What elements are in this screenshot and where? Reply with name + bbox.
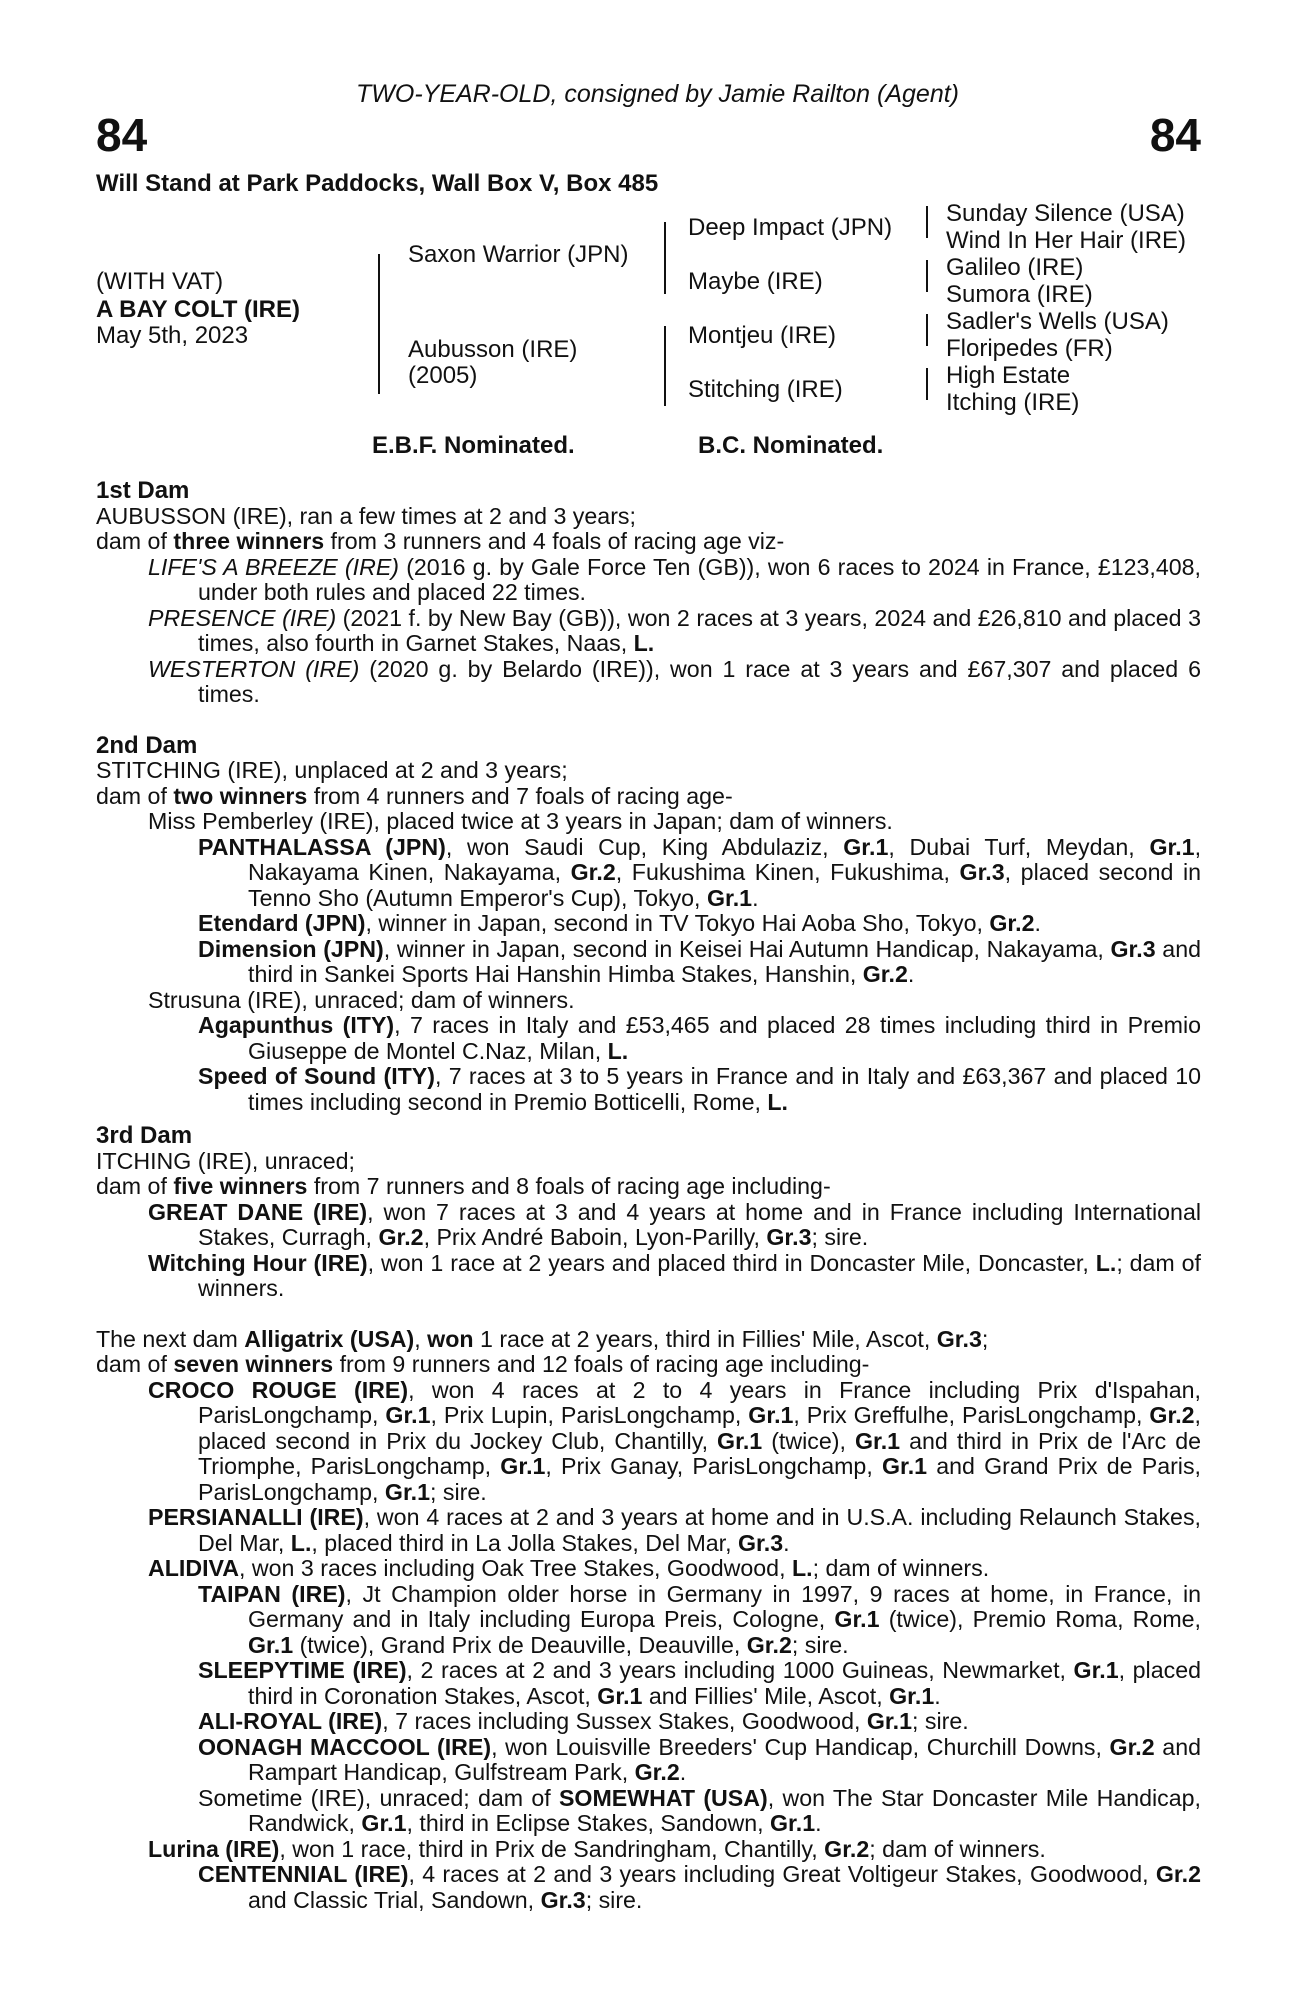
produce-entry: WESTERTON (IRE) (2020 g. by Belardo (IRE)), won 1 race at 3 years and £67,307 and placed 6 times. <box>148 655 1202 707</box>
produce-entry: GREAT DANE (IRE), won 7 races at 3 and 4 years at home and in France including International Stakes, Curragh, Gr.2, Prix André Baboin, Lyon-Parilly, Gr.3; sire. <box>148 1198 1201 1250</box>
descendant-entry: Dimension (JPN), winner in Japan, second in Keisei Hai Autumn Handicap, Nakayama, Gr.3 and third in Sankei Sports Hai Hanshin Himba Stakes, Hanshin, Gr.2. <box>198 935 1201 987</box>
pedigree-dds: High Estate <box>946 362 1071 389</box>
pedigree-sire-sire: Deep Impact (JPN) <box>688 214 893 241</box>
second-dam-produce-summary: dam of two winners from 4 runners and 7 foals of racing age- <box>96 782 733 809</box>
descendant-entry: ALI-ROYAL (IRE), 7 races including Sussex Stakes, Goodwood, Gr.1; sire. <box>198 1708 969 1734</box>
third-dam-produce-summary: dam of five winners from 7 runners and 8 foals of racing age including- <box>96 1173 831 1199</box>
horse-name: A BAY COLT (IRE) <box>96 296 301 323</box>
next-dam-line: The next dam Alligatrix (USA), won 1 race at 2 years, third in Fillies' Mile, Ascot, Gr.3; <box>96 1325 989 1352</box>
pedigree-sire: Saxon Warrior (JPN) <box>408 241 629 268</box>
pedigree-brace-main <box>378 254 380 394</box>
lot-number-left: 84 <box>96 109 148 161</box>
first-dam-produce-summary: dam of three winners from 3 runners and 4 foals of racing age viz- <box>96 528 785 554</box>
pedigree-brace-sire <box>664 222 666 294</box>
pedigree-dam: Aubusson (IRE) <box>408 336 578 363</box>
second-dam-line: STITCHING (IRE), unplaced at 2 and 3 years; <box>96 757 568 783</box>
pedigree-brace-ss <box>926 206 928 238</box>
descendant-entry: CENTENNIAL (IRE), 4 races at 2 and 3 years including Great Voltigeur Stakes, Goodwood, Gr.2 and Classic Trial, Sandown, Gr.3; sire. <box>198 1861 1201 1913</box>
produce-entry: PERSIANALLI (IRE), won 4 races at 2 and 3 years at home and in U.S.A. including Relaunch Stakes, Del Mar, L., placed third in La Jolla Stakes, Del Mar, Gr.3. <box>148 1504 1201 1556</box>
pedigree-sire-dam: Maybe (IRE) <box>688 268 823 295</box>
pedigree-brace-ds <box>926 314 928 346</box>
produce-entry: Witching Hour (IRE), won 1 race at 2 years and placed third in Doncaster Mile, Doncaster, L.; dam of winners. <box>148 1249 1201 1301</box>
third-dam-line: ITCHING (IRE), unraced; <box>96 1147 355 1174</box>
descendant-entry: OONAGH MACCOOL (IRE), won Louisville Breeders' Cup Handicap, Churchill Downs, Gr.2 and Rampart Handicap, Gulfstream Park, Gr.2. <box>198 1733 1201 1785</box>
produce-entry: Miss Pemberley (IRE), placed twice at 3 years in Japan; dam of winners. <box>148 808 893 834</box>
descendant-entry: PANTHALASSA (JPN), won Saudi Cup, King Abdulaziz, Gr.1, Dubai Turf, Meydan, Gr.1, Nakayama Kinen, Nakayama, Gr.2, Fukushima Kinen, Fukushima, Gr.3, placed second in Tenno Sho (Autumn Emperor's Cup), Tokyo, Gr.1. <box>198 833 1202 911</box>
next-dam-produce-summary: dam of seven winners from 9 runners and 12 foals of racing age including- <box>96 1351 870 1377</box>
descendant-entry: SLEEPYTIME (IRE), 2 races at 2 and 3 years including 1000 Guineas, Newmarket, Gr.1, placed third in Coronation Stakes, Ascot, Gr.1 and Fillies' Mile, Ascot, Gr.1. <box>198 1657 1201 1709</box>
pedigree-dam-year: (2005) <box>408 362 478 389</box>
pedigree-sdd: Sumora (IRE) <box>946 281 1093 308</box>
third-dam-heading: 3rd Dam <box>96 1122 193 1149</box>
descendant-entry: Speed of Sound (ITY), 7 races at 3 to 5 years in France and in Italy and £63,367 and placed 10 times including second in Premio Botticelli, Rome, L. <box>198 1063 1202 1115</box>
produce-entry: Strusuna (IRE), unraced; dam of winners. <box>148 986 575 1013</box>
pedigree-dss: Sadler's Wells (USA) <box>946 308 1169 335</box>
horse-dob: May 5th, 2023 <box>96 322 249 349</box>
produce-entry: CROCO ROUGE (IRE), won 4 races at 2 to 4 years in France including Prix d'Ispahan, ParisLongchamp, Gr.1, Prix Lupin, ParisLongchamp, Gr.1, Prix Greffulhe, ParisLongchamp, Gr.2, placed second in Prix du Jockey Club, Chantilly, Gr.1 (twice), Gr.1 and third in Prix de l'Arc de Triomphe, ParisLongchamp, Gr.1, Prix Ganay, ParisLongchamp, Gr.1 and Grand Prix de Paris, ParisLongchamp, Gr.1; sire. <box>148 1376 1201 1505</box>
descendant-entry: Agapunthus (ITY), 7 races in Italy and £53,465 and placed 28 times including third in Premio Giuseppe de Montel C.Naz, Milan, L. <box>198 1012 1202 1064</box>
produce-entry: PRESENCE (IRE) (2021 f. by New Bay (GB)), won 2 races at 3 years, 2024 and £26,810 and placed 3 times, also fourth in Garnet Stakes, Naas, L. <box>148 604 1201 656</box>
stand-location: Will Stand at Park Paddocks, Wall Box V, Box 485 <box>96 170 659 197</box>
ebf-nomination: E.B.F. Nominated. <box>372 432 575 459</box>
descendant-entry: Sometime (IRE), unraced; dam of SOMEWHAT (USA), won The Star Doncaster Mile Handicap, Randwick, Gr.1, third in Eclipse Stakes, Sandown, Gr.1. <box>198 1784 1201 1836</box>
descendant-entry: Etendard (JPN), winner in Japan, second in TV Tokyo Hai Aoba Sho, Tokyo, Gr.2. <box>198 910 1041 936</box>
bc-nomination: B.C. Nominated. <box>698 432 884 459</box>
vat-note: (WITH VAT) <box>96 268 224 295</box>
pedigree-ddd: Itching (IRE) <box>946 389 1080 416</box>
pedigree-brace-sd <box>926 260 928 292</box>
first-dam-line: AUBUSSON (IRE), ran a few times at 2 and 3 years; <box>96 502 636 529</box>
pedigree-sds: Galileo (IRE) <box>946 254 1084 281</box>
produce-record <box>96 478 1201 1913</box>
produce-entry: ALIDIVA, won 3 races including Oak Tree Stakes, Goodwood, L.; dam of winners. <box>148 1555 990 1581</box>
produce-entry: LIFE'S A BREEZE (IRE) (2016 g. by Gale Force Ten (GB)), won 6 races to 2024 in France, £123,408, under both rules and placed 22 times. <box>148 553 1201 605</box>
pedigree-dam-sire: Montjeu (IRE) <box>688 322 837 349</box>
consignor-subtitle: TWO-YEAR-OLD, consigned by Jamie Railton (Agent) <box>356 80 959 108</box>
first-dam-heading: 1st Dam <box>96 477 190 504</box>
pedigree-dam-dam: Stitching (IRE) <box>688 376 843 403</box>
pedigree-sss: Sunday Silence (USA) <box>946 200 1185 227</box>
second-dam-heading: 2nd Dam <box>96 731 198 759</box>
pedigree-brace-dam <box>664 326 666 406</box>
descendant-entry: TAIPAN (IRE), Jt Champion older horse in Germany in 1997, 9 races at home, in France, in Germany and in Italy including Europa Preis, Cologne, Gr.1 (twice), Premio Roma, Rome, Gr.1 (twice), Grand Prix de Deauville, Deauville, Gr.2; sire. <box>198 1580 1201 1658</box>
lot-number-right: 84 <box>1149 109 1201 161</box>
produce-entry: Lurina (IRE), won 1 race, third in Prix de Sandringham, Chantilly, Gr.2; dam of winners. <box>148 1835 1046 1862</box>
pedigree-brace-dd <box>926 368 928 400</box>
pedigree-ssd: Wind In Her Hair (IRE) <box>946 227 1187 254</box>
pedigree-dsd: Floripedes (FR) <box>946 335 1113 362</box>
